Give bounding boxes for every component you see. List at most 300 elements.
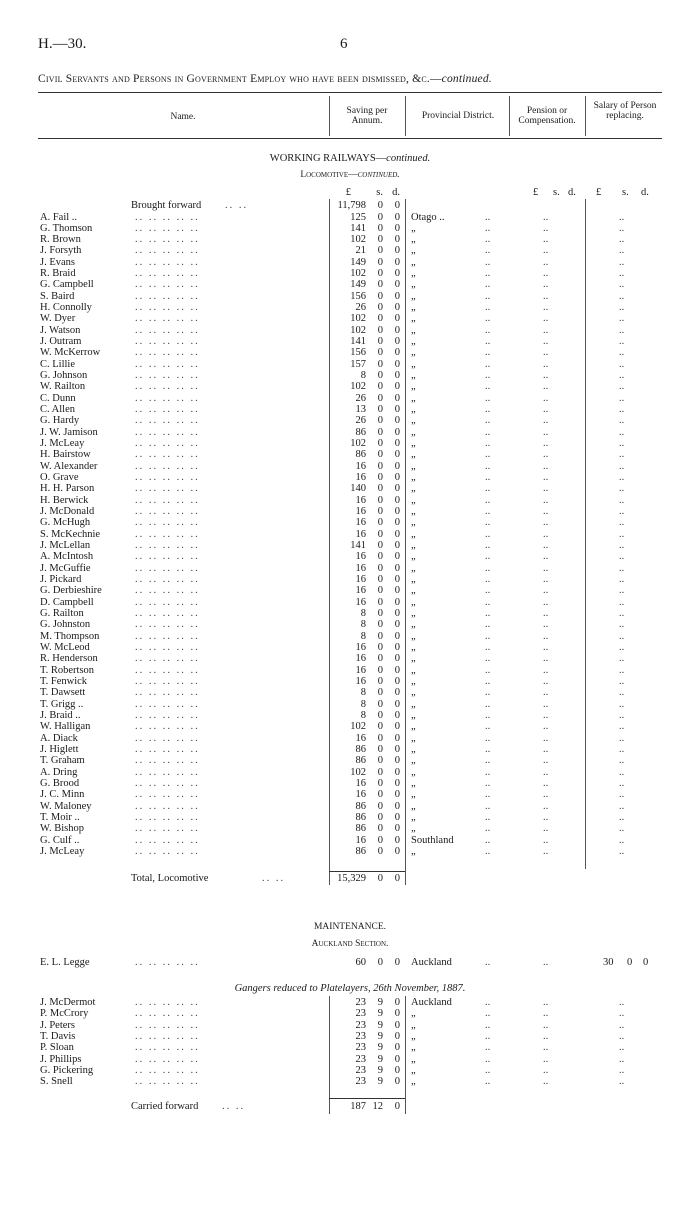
leader-dots: .. .. .. .. ..	[135, 630, 200, 642]
employee-name: G. McHugh	[40, 517, 91, 529]
employee-name: W. Railton	[40, 381, 86, 393]
employee-name: G. Derbieshire	[40, 585, 102, 597]
salary-leader: ..	[619, 608, 625, 620]
leader-dots: ..	[485, 392, 491, 404]
salary-leader: ..	[619, 1030, 625, 1042]
saving-pence: 0	[394, 302, 400, 314]
employee-name: J. Forsyth	[40, 245, 82, 257]
saving-pounds: 16	[355, 562, 366, 574]
saving-pounds: 141	[350, 222, 366, 234]
salary-leader: ..	[619, 415, 625, 427]
saving-pence: 0	[394, 778, 400, 789]
leader-dots: .. .. .. .. ..	[135, 823, 200, 835]
header-bottom-rule	[38, 138, 662, 139]
leader-dots: .. .. .. .. ..	[135, 997, 200, 1008]
leader-dots: ..	[485, 845, 491, 857]
table-row	[0, 755, 700, 766]
salary-leader: ..	[619, 381, 625, 393]
saving-shillings: 0	[377, 608, 383, 620]
salary-leader: ..	[619, 1064, 625, 1076]
saving-pence: 0	[394, 800, 400, 812]
employee-name: T. Robertson	[40, 664, 95, 676]
saving-pence: 0	[394, 336, 400, 348]
pension-leader: ..	[543, 1008, 549, 1020]
table-row	[0, 767, 700, 778]
pension-leader: ..	[543, 619, 549, 631]
salary-leader: ..	[619, 358, 625, 370]
leader-dots: ..	[485, 1053, 491, 1065]
saving-shillings: 0	[377, 619, 383, 631]
leader-dots: .. .. .. .. ..	[135, 766, 200, 778]
saving-pence: 0	[394, 211, 400, 223]
district: „	[411, 449, 416, 461]
leader-dots: ..	[485, 732, 491, 744]
employee-name: D. Campbell	[40, 596, 94, 608]
salary-leader: ..	[619, 653, 625, 665]
employee-name: J. McDonald	[40, 506, 95, 518]
table-row	[0, 631, 700, 642]
employee-name: J. Watson	[40, 324, 81, 336]
table-row	[0, 721, 700, 732]
pension-leader: ..	[543, 370, 549, 382]
employee-name: W. Halligan	[40, 721, 91, 733]
pension-leader: ..	[543, 245, 549, 257]
saving-pounds: 16	[355, 574, 366, 586]
leader-dots: ..	[485, 1030, 491, 1042]
leader-dots: .. .. .. .. ..	[135, 721, 200, 733]
leader-dots: ..	[485, 438, 491, 450]
pension-leader: ..	[543, 732, 549, 744]
leader-dots: .. .. .. .. ..	[135, 1008, 200, 1020]
district: „	[411, 438, 416, 450]
saving-shillings: 9	[377, 997, 383, 1008]
pension-leader: ..	[543, 1064, 549, 1076]
employee-name: R. Henderson	[40, 653, 98, 665]
leader-dots: ..	[485, 800, 491, 812]
saving-pence: 0	[394, 811, 400, 823]
salary-leader: ..	[619, 562, 625, 574]
employee-name: M. Thompson	[40, 630, 100, 642]
table-row	[0, 744, 700, 755]
leader-dots: .. .. .. .. ..	[135, 234, 200, 246]
carried-forward-row: Carried forward .. .. 187 12 0	[131, 1101, 400, 1112]
district: „	[411, 415, 416, 427]
subsection-locomotive: Locomotive—continued.	[300, 170, 400, 180]
employee-name: P. Sloan	[40, 1042, 74, 1054]
pension-leader: ..	[543, 528, 549, 540]
leader-dots: .. .. .. .. ..	[135, 744, 200, 755]
district: „	[411, 698, 416, 710]
saving-pounds: 156	[350, 347, 366, 359]
district: „	[411, 392, 416, 404]
col-salary-header: Salary of Person replacing.	[593, 101, 657, 121]
leader-dots: ..	[485, 834, 491, 846]
district: „	[411, 789, 416, 801]
employee-name: C. Allen	[40, 404, 76, 416]
salary-leader: ..	[619, 302, 625, 314]
saving-pounds: 102	[350, 313, 366, 325]
pension-leader: ..	[543, 460, 549, 472]
saving-pounds: 16	[355, 778, 366, 789]
salary-leader: ..	[619, 732, 625, 744]
brought-forward-row: Brought forward .. .. 11,798 0 0	[131, 200, 400, 211]
district: „	[411, 619, 416, 631]
leader-dots: ..	[485, 551, 491, 563]
leader-dots: ..	[485, 789, 491, 801]
employee-name: G. Brood	[40, 778, 80, 789]
saving-shillings: 9	[377, 1019, 383, 1031]
saving-pounds: 26	[355, 302, 366, 314]
saving-pounds: 102	[350, 268, 366, 280]
saving-shillings: 0	[377, 744, 383, 755]
saving-shillings: 0	[377, 256, 383, 268]
document-reference: H.—30.	[38, 36, 87, 52]
saving-pence: 0	[394, 449, 400, 461]
saving-pence: 0	[394, 358, 400, 370]
district: „	[411, 845, 416, 857]
saving-shillings: 0	[377, 789, 383, 801]
salary-leader: ..	[619, 619, 625, 631]
salary-leader: ..	[619, 997, 625, 1008]
table-row	[0, 359, 700, 370]
employee-name: J. C. Minn	[40, 789, 85, 801]
leader-dots: .. .. .. .. ..	[135, 268, 200, 280]
leader-dots: .. .. .. .. ..	[135, 449, 200, 461]
saving-shillings: 0	[377, 574, 383, 586]
district: Southland	[411, 834, 454, 846]
page-number: 6	[340, 36, 348, 52]
pension-leader: ..	[543, 585, 549, 597]
leader-dots: .. .. .. .. ..	[135, 755, 200, 767]
salary-leader: ..	[619, 823, 625, 835]
saving-shillings: 0	[377, 834, 383, 846]
saving-pounds: 16	[355, 551, 366, 563]
table-row	[0, 313, 700, 324]
saving-pounds: 86	[355, 449, 366, 461]
leader-dots: ..	[485, 653, 491, 665]
leader-dots: .. .. .. .. ..	[135, 1064, 200, 1076]
pension-leader: ..	[543, 574, 549, 586]
saving-pence: 0	[394, 1008, 400, 1020]
saving-shillings: 0	[377, 823, 383, 835]
saving-shillings: 0	[377, 449, 383, 461]
district: „	[411, 290, 416, 302]
table-row	[0, 291, 700, 302]
saving-pounds: 86	[355, 744, 366, 755]
employee-name: H. Bairstow	[40, 449, 91, 461]
district: „	[411, 234, 416, 246]
district: „	[411, 256, 416, 268]
district: „	[411, 336, 416, 348]
district: „	[411, 540, 416, 552]
district: „	[411, 426, 416, 438]
district: „	[411, 630, 416, 642]
employee-name: W. Bishop	[40, 823, 84, 835]
leader-dots: .. .. .. .. ..	[135, 698, 200, 710]
carried-rule	[329, 1098, 405, 1099]
leader-dots: .. .. .. .. ..	[135, 211, 200, 223]
salary-leader: ..	[619, 574, 625, 586]
leader-dots: .. .. .. .. ..	[135, 1042, 200, 1054]
saving-shillings: 0	[377, 517, 383, 529]
leader-dots: .. .. .. .. ..	[135, 324, 200, 336]
saving-pence: 0	[394, 732, 400, 744]
district: „	[411, 710, 416, 722]
leader-dots: .. .. .. .. ..	[135, 347, 200, 359]
pension-leader: ..	[543, 336, 549, 348]
saving-pence: 0	[394, 540, 400, 552]
table-row	[0, 642, 700, 653]
leader-dots: .. .. .. .. ..	[135, 370, 200, 382]
salary-leader: ..	[619, 1053, 625, 1065]
table-row	[0, 415, 700, 426]
saving-shillings: 0	[377, 778, 383, 789]
salary-leader: ..	[619, 336, 625, 348]
leader-dots: ..	[485, 211, 491, 223]
saving-shillings: 0	[377, 800, 383, 812]
table-row	[0, 370, 700, 381]
pension-leader: ..	[543, 755, 549, 767]
employee-name: H. Berwick	[40, 494, 89, 506]
salary-leader: ..	[619, 324, 625, 336]
table-row	[0, 997, 700, 1008]
saving-pounds: 16	[355, 517, 366, 529]
saving-shillings: 0	[377, 630, 383, 642]
saving-pence: 0	[394, 528, 400, 540]
page-title: Civil Servants and Persons in Government Employ who have been dismissed, &c.—continued.	[38, 73, 492, 85]
district: „	[411, 823, 416, 835]
district: „	[411, 494, 416, 506]
employee-name: A. Fail ..	[40, 211, 78, 223]
saving-pounds: 16	[355, 528, 366, 540]
saving-pounds: 86	[355, 755, 366, 767]
saving-pounds: 16	[355, 732, 366, 744]
salary-leader: ..	[619, 404, 625, 416]
leader-dots: ..	[485, 370, 491, 382]
leader-dots: ..	[485, 619, 491, 631]
pension-leader: ..	[543, 653, 549, 665]
district: „	[411, 585, 416, 597]
employee-name: T. Graham	[40, 755, 85, 767]
saving-shillings: 0	[377, 438, 383, 450]
pension-leader: ..	[543, 710, 549, 722]
district: „	[411, 811, 416, 823]
pension-leader: ..	[543, 1042, 549, 1054]
saving-pence: 0	[394, 608, 400, 620]
district: „	[411, 721, 416, 733]
employee-name: J. McLellan	[40, 540, 91, 552]
leader-dots: ..	[485, 997, 491, 1008]
pension-leader: ..	[543, 494, 549, 506]
salary-leader: ..	[619, 800, 625, 812]
pension-leader: ..	[543, 664, 549, 676]
saving-pounds: 16	[355, 494, 366, 506]
saving-pounds: 102	[350, 766, 366, 778]
salary-leader: ..	[619, 370, 625, 382]
saving-shillings: 0	[377, 472, 383, 484]
saving-pounds: 8	[360, 710, 366, 722]
salary-leader: ..	[619, 268, 625, 280]
employee-name: G. Hardy	[40, 415, 80, 427]
leader-dots: .. .. .. .. ..	[135, 358, 200, 370]
pension-leader: ..	[543, 687, 549, 699]
saving-pounds: 16	[355, 676, 366, 688]
legge-row: E. L. Legge .. .. .. .. .. 60 0 0 Auckland .. .. 30 0 0	[40, 957, 649, 968]
leader-dots: .. .. .. .. ..	[135, 642, 200, 654]
pension-leader: ..	[543, 676, 549, 688]
employee-name: A. Dring	[40, 766, 78, 778]
employee-name: J. McDermot	[40, 997, 96, 1008]
salary-leader: ..	[619, 744, 625, 755]
table-row	[0, 733, 700, 744]
saving-pence: 0	[394, 721, 400, 733]
saving-pence: 0	[394, 483, 400, 495]
pension-leader: ..	[543, 222, 549, 234]
saving-shillings: 9	[377, 1064, 383, 1076]
saving-shillings: 0	[377, 392, 383, 404]
district: „	[411, 642, 416, 654]
saving-pounds: 8	[360, 698, 366, 710]
employee-name: T. Fenwick	[40, 676, 88, 688]
salary-leader: ..	[619, 551, 625, 563]
saving-pence: 0	[394, 845, 400, 857]
district: „	[411, 460, 416, 472]
table-row	[0, 427, 700, 438]
district: „	[411, 404, 416, 416]
saving-pence: 0	[394, 347, 400, 359]
employee-name: W. McKerrow	[40, 347, 101, 359]
pension-leader: ..	[543, 800, 549, 812]
district: „	[411, 528, 416, 540]
leader-dots: .. .. .. .. ..	[135, 472, 200, 484]
district: „	[411, 744, 416, 755]
saving-pounds: 16	[355, 834, 366, 846]
leader-dots: .. .. .. .. ..	[135, 222, 200, 234]
saving-shillings: 0	[377, 404, 383, 416]
pension-leader: ..	[543, 381, 549, 393]
employee-name: G. Johnston	[40, 619, 91, 631]
salary-leader: ..	[619, 630, 625, 642]
table-row	[0, 404, 700, 415]
leader-dots: .. .. .. .. ..	[135, 381, 200, 393]
employee-name: A. McIntosh	[40, 551, 94, 563]
pension-leader: ..	[543, 506, 549, 518]
saving-pounds: 8	[360, 630, 366, 642]
employee-name: J. W. Jamison	[40, 426, 98, 438]
saving-pence: 0	[394, 574, 400, 586]
saving-pence: 0	[394, 585, 400, 597]
pension-leader: ..	[543, 789, 549, 801]
pension-leader: ..	[543, 234, 549, 246]
saving-shillings: 0	[377, 222, 383, 234]
leader-dots: ..	[485, 1008, 491, 1020]
leader-dots: .. .. .. .. ..	[135, 687, 200, 699]
employee-name: S. McKechnie	[40, 528, 101, 540]
table-row	[0, 812, 700, 823]
col-divider	[405, 96, 406, 136]
table-row	[0, 540, 700, 551]
district: „	[411, 1030, 416, 1042]
pension-leader: ..	[543, 438, 549, 450]
saving-shillings: 0	[377, 268, 383, 280]
leader-dots: .. .. .. .. ..	[135, 778, 200, 789]
col-divider	[509, 96, 510, 136]
leader-dots: .. .. .. .. ..	[135, 574, 200, 586]
saving-shillings: 0	[377, 710, 383, 722]
district: „	[411, 483, 416, 495]
table-row	[0, 687, 700, 698]
district: Otago ..	[411, 211, 445, 223]
salary-leader: ..	[619, 313, 625, 325]
employee-name: W. Dyer	[40, 313, 76, 325]
leader-dots: .. .. .. .. ..	[135, 811, 200, 823]
pension-leader: ..	[543, 347, 549, 359]
table-row	[0, 461, 700, 472]
saving-shillings: 0	[377, 721, 383, 733]
saving-pounds: 102	[350, 721, 366, 733]
saving-pounds: 8	[360, 608, 366, 620]
saving-shillings: 0	[377, 551, 383, 563]
saving-pounds: 86	[355, 823, 366, 835]
saving-pence: 0	[394, 415, 400, 427]
employee-name: W. Alexander	[40, 460, 98, 472]
saving-pence: 0	[394, 687, 400, 699]
saving-shillings: 0	[377, 642, 383, 654]
table-row	[0, 563, 700, 574]
district: „	[411, 676, 416, 688]
employee-name: J. McLeay	[40, 845, 85, 857]
leader-dots: .. .. .. .. ..	[135, 834, 200, 846]
col-divider	[329, 96, 330, 136]
employee-name: W. McLeod	[40, 642, 90, 654]
table-row	[0, 789, 700, 800]
saving-pounds: 16	[355, 653, 366, 665]
salary-leader: ..	[619, 279, 625, 291]
leader-dots: ..	[485, 1064, 491, 1076]
salary-leader: ..	[619, 1042, 625, 1054]
employee-name: J. Peters	[40, 1019, 75, 1031]
saving-pence: 0	[394, 834, 400, 846]
leader-dots: ..	[485, 234, 491, 246]
saving-pence: 0	[394, 268, 400, 280]
saving-shillings: 0	[377, 506, 383, 518]
district: „	[411, 732, 416, 744]
leader-dots: ..	[485, 676, 491, 688]
employee-name: H. H. Parson	[40, 483, 95, 495]
employee-name: G. Thomson	[40, 222, 93, 234]
district: „	[411, 472, 416, 484]
district: „	[411, 1053, 416, 1065]
pension-leader: ..	[543, 744, 549, 755]
district: „	[411, 1064, 416, 1076]
saving-pounds: 23	[355, 1053, 366, 1065]
salary-leader: ..	[619, 392, 625, 404]
saving-shillings: 0	[377, 381, 383, 393]
table-row	[0, 506, 700, 517]
locomotive-total-row: Total, Locomotive .. .. 15,329 0 0	[131, 873, 400, 884]
employee-name: T. Moir ..	[40, 811, 80, 823]
leader-dots: .. .. .. .. ..	[135, 404, 200, 416]
table-row	[0, 1042, 700, 1053]
district: „	[411, 1076, 416, 1088]
leader-dots: ..	[485, 302, 491, 314]
pension-leader: ..	[543, 392, 549, 404]
leader-dots: .. .. .. .. ..	[135, 551, 200, 563]
saving-pence: 0	[394, 1042, 400, 1054]
pension-leader: ..	[543, 721, 549, 733]
table-row	[0, 846, 700, 857]
employee-name: O. Grave	[40, 472, 79, 484]
